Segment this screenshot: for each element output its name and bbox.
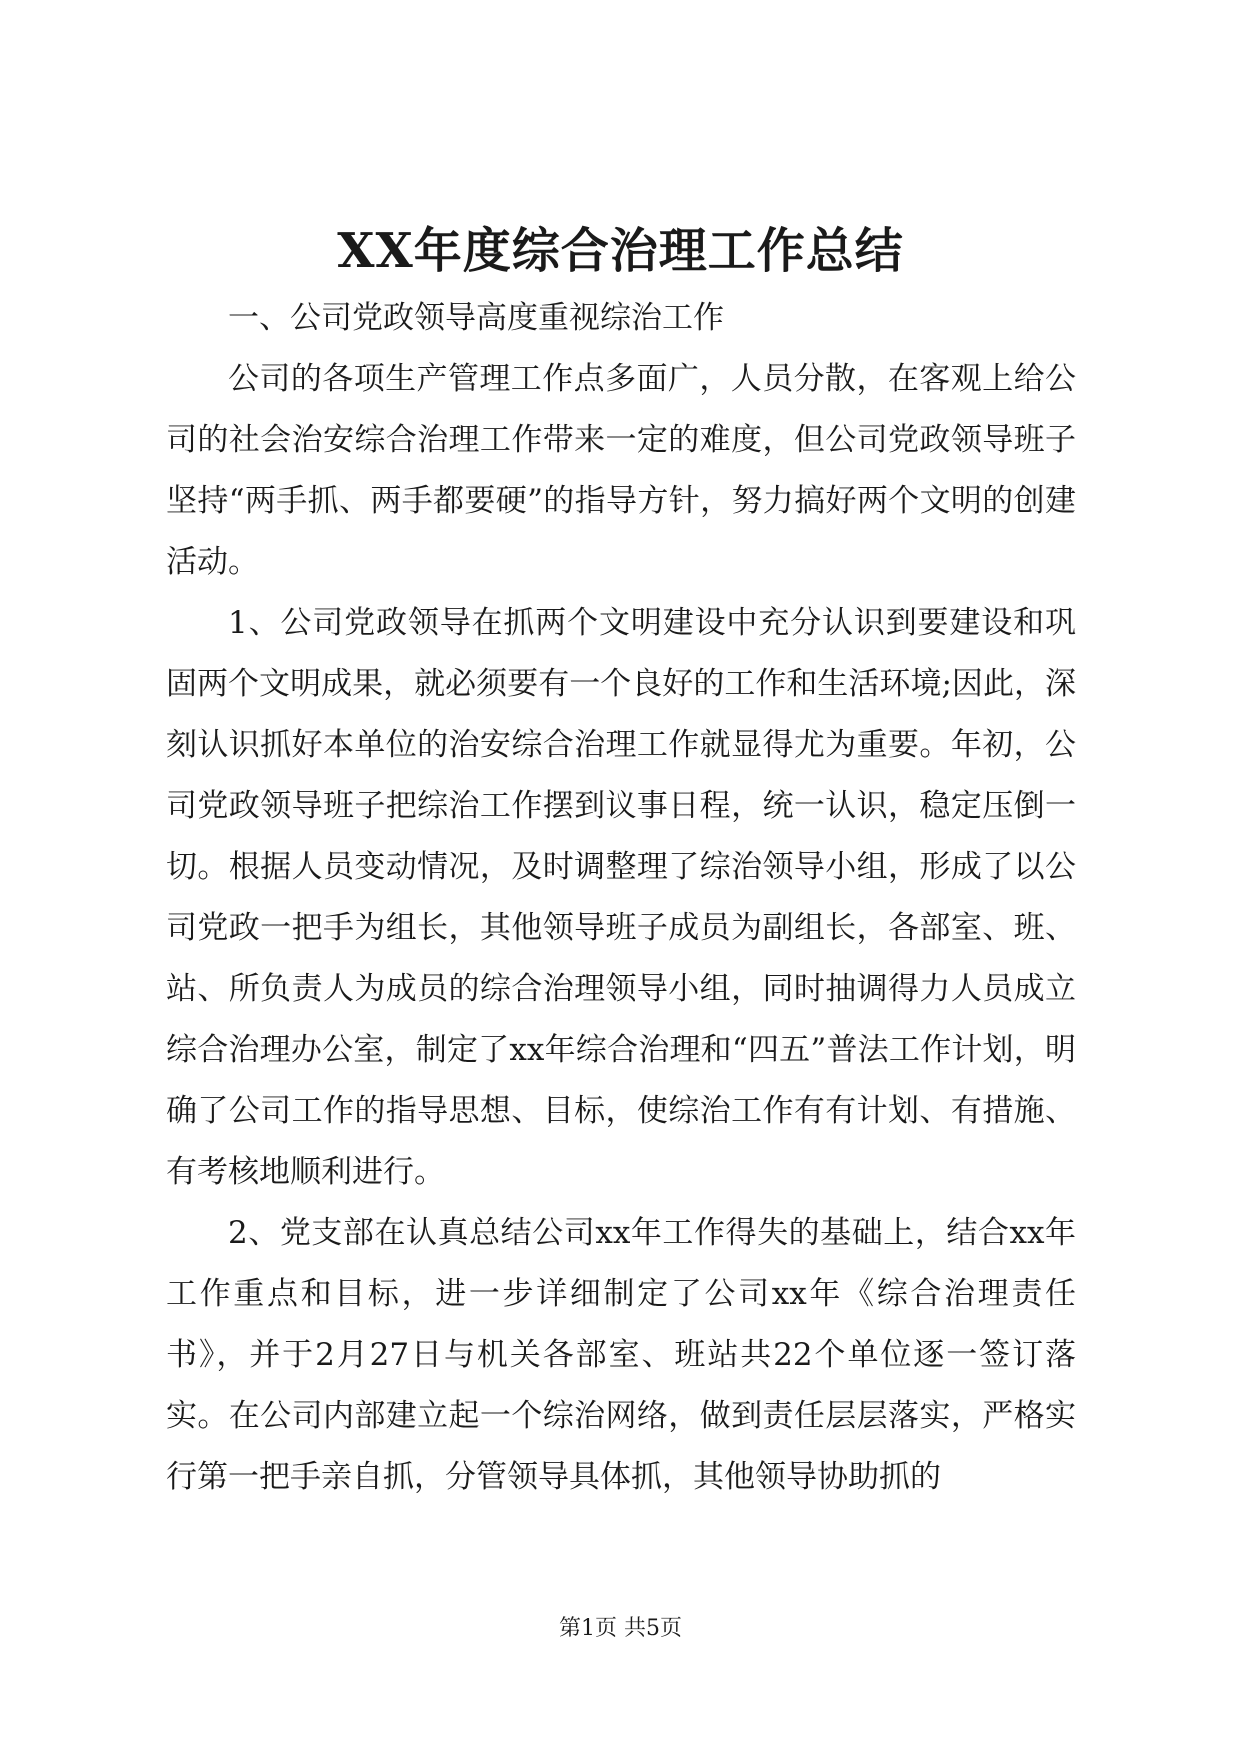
section-heading: 一、公司党政领导高度重视综治工作 — [228, 300, 724, 336]
page-number-footer: 第1页 共5页 — [559, 1616, 682, 1641]
body-paragraph: 公司的各项生产管理工作点多面广，人员分散，在客观上给公司的社会治安综合治理工作带来一定的难度，但公司党政领导班子坚持“两手抓、两手都要硬”的指导方针，努力搞好两个文明的创建活动。 — [166, 361, 1076, 580]
document-body — [166, 288, 1076, 1508]
body-paragraph: 1、公司党政领导在抓两个文明建设中充分认识到要建设和巩固两个文明成果，就必须要有一个良好的工作和生活环境;因此，深刻认识抓好本单位的治安综合治理工作就显得尤为重要。年初，公司党政领导班子把综治工作摆到议事日程，统一认识，稳定压倒一切。根据人员变动情况，及时调整理了综治领导小组，形成了以公司党政一把手为组长，其他领导班子成员为副组长，各部室、班、站、所负责人为成员的综合治理领导小组，同时抽调得力人员成立综合治理办公室，制定了xx年综合治理和“四五”普法工作计划，明确了公司工作的指导思想、目标，使综治工作有有计划、有措施、有考核地顺利进行。 — [166, 605, 1076, 1190]
body-paragraph: 2、党支部在认真总结公司xx年工作得失的基础上，结合xx年工作重点和目标，进一步详细制定了公司xx年《综合治理责任书》，并于2月27日与机关各部室、班站共22个单位逐一签订落实。在公司内部建立起一个综治网络，做到责任层层落实，严格实行第一把手亲自抓，分管领导具体抓，其他领导协助抓的 — [166, 1215, 1076, 1495]
document-title: XX年度综合治理工作总结 — [337, 223, 904, 279]
